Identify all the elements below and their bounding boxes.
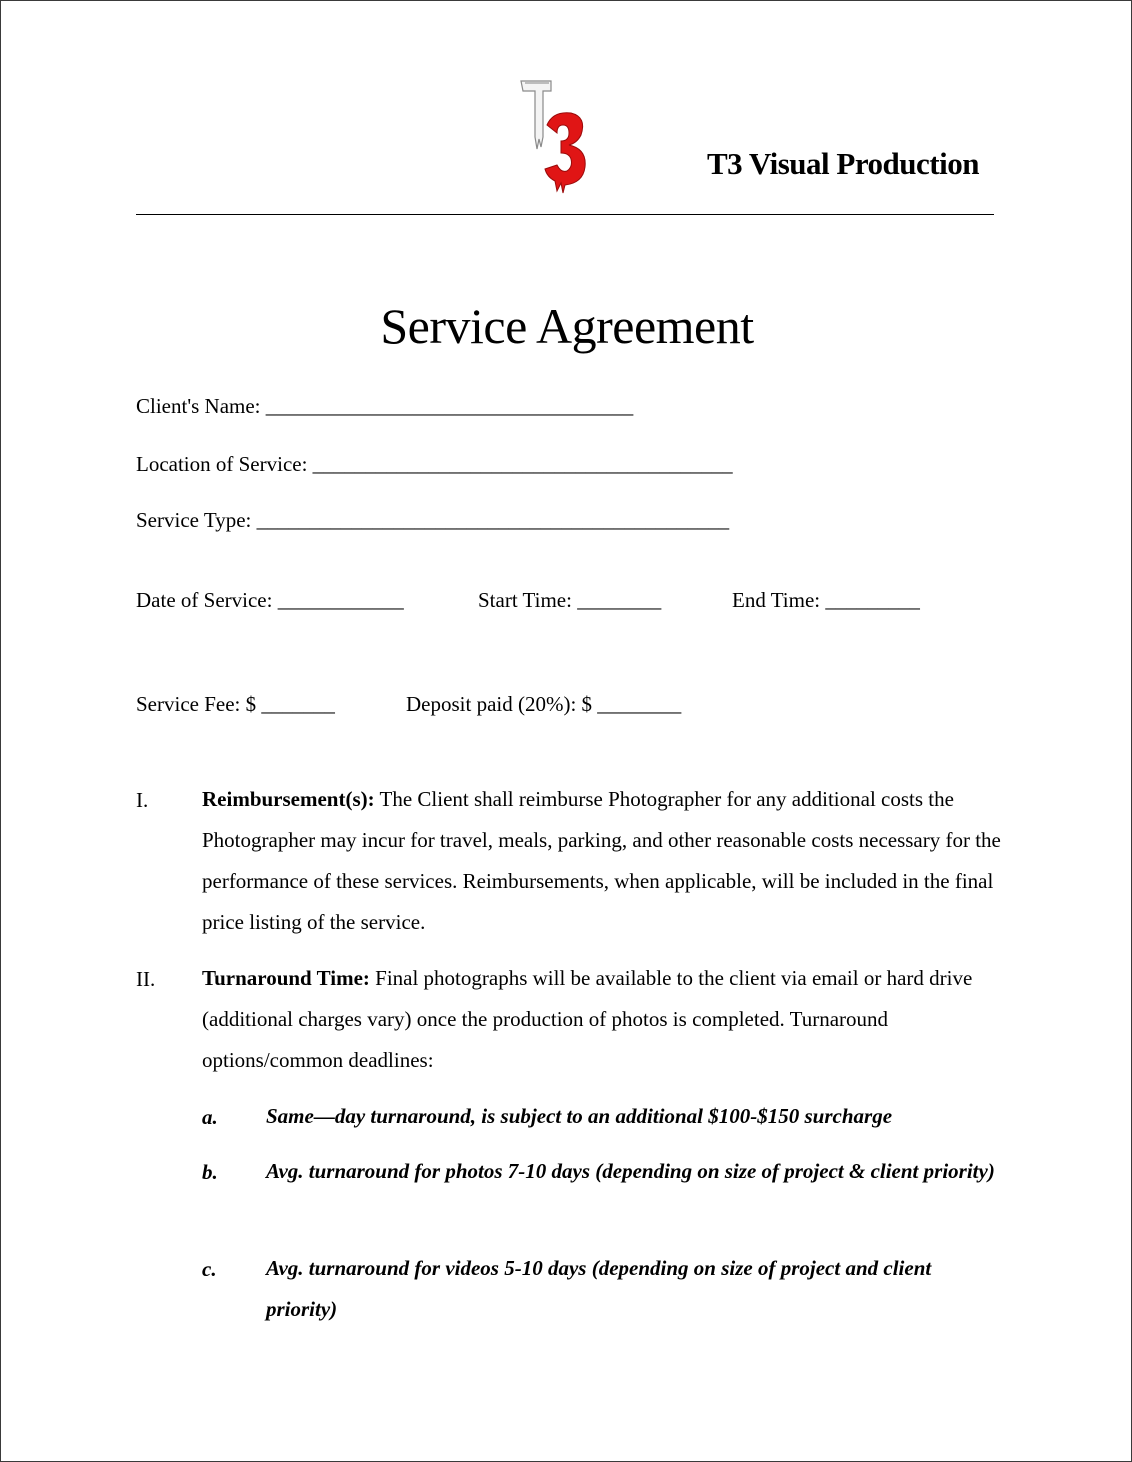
option-letter: a. [202,1105,218,1129]
section-heading: Turnaround Time: [202,966,370,990]
section-numeral: II. [136,967,156,991]
section-turnaround [202,958,1002,1081]
option-letter: b. [202,1160,218,1184]
section-reimbursement [202,779,1002,943]
header-divider [136,214,994,215]
end-time-field[interactable]: End Time: _________ [732,588,920,612]
deposit-field[interactable]: Deposit paid (20%): $ ________ [406,692,682,716]
section-text: The Client shall reimburse Photographer for any additional costs the Photographer may incur for travel, meals, parking, and other reasonable costs necessary for the performance of these services. Reimbursements, when applicable, will be included in the final price listing of the service. [202,787,1001,934]
section-heading: Reimbursement(s): [202,787,375,811]
section-numeral: I. [136,788,149,812]
section-text: Final photographs will be available to the client via email or hard drive (additional charges vary) once the production of photos is completed. Turnaround options/common deadlines: [202,966,973,1072]
service-type-field[interactable]: Service Type: _____________________________________________ [136,508,730,532]
document-title: Service Agreement [380,298,754,354]
t3-logo [517,75,593,197]
option-text: Avg. turnaround for photos 7-10 days (depending on size of project & client priority) [266,1159,995,1183]
service-fee-field[interactable]: Service Fee: $ _______ [136,692,335,716]
start-time-field[interactable]: Start Time: ________ [478,588,662,612]
option-text: Avg. turnaround for videos 5-10 days (depending on size of project and client priority) [266,1256,932,1321]
company-name: T3 Visual Production [707,146,979,181]
option-letter: c. [202,1257,217,1281]
location-field[interactable]: Location of Service: ________________________________________ [136,452,733,476]
client-name-field[interactable]: Client's Name: ___________________________________ [136,394,634,418]
date-of-service-field[interactable]: Date of Service: ____________ [136,588,404,612]
option-text: Same—day turnaround, is subject to an additional $100-$150 surcharge [266,1104,893,1128]
